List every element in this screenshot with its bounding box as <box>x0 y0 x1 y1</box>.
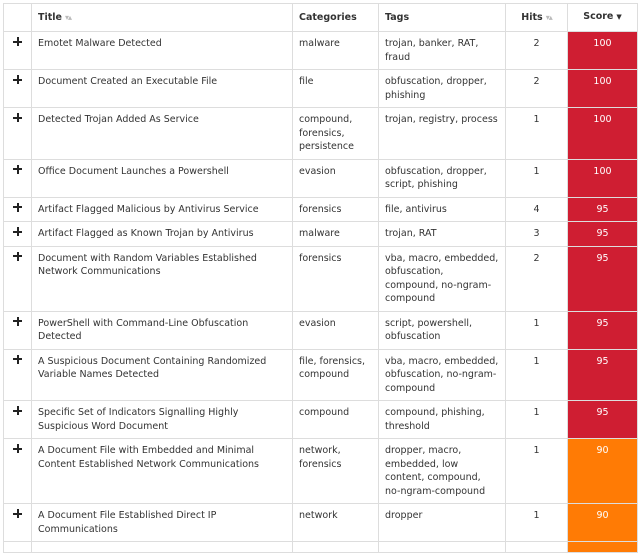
title-cell: Artifact Flagged as Known Trojan by Antivirus <box>32 222 293 247</box>
table-row <box>4 197 638 222</box>
score-cell: 95 <box>568 401 638 439</box>
table-row <box>4 32 638 70</box>
expand-cell <box>4 542 32 553</box>
tags-cell: dropper <box>379 504 506 542</box>
hits-cell: 1 <box>506 159 568 197</box>
score-cell: 100 <box>568 108 638 160</box>
tags-cell: obfuscation, dropper, script, phishing <box>379 159 506 197</box>
plus-icon[interactable] <box>13 317 22 326</box>
plus-icon[interactable] <box>13 252 22 261</box>
table-row <box>4 159 638 197</box>
score-cell <box>568 542 638 553</box>
expand-cell <box>4 246 32 311</box>
table-header-row <box>4 4 638 32</box>
title-column-header[interactable] <box>32 4 293 32</box>
sort-desc-icon[interactable]: ▼ <box>616 13 622 22</box>
tags-cell: vba, macro, embedded, obfuscation, no-ngram-compound <box>379 349 506 401</box>
title-cell: Specific Set of Indicators Signalling Highly Suspicious Word Document <box>32 401 293 439</box>
tags-cell: trojan, registry, process <box>379 108 506 160</box>
expand-column-header <box>4 4 32 32</box>
categories-cell: compound <box>293 401 379 439</box>
title-cell: Document Created an Executable File <box>32 70 293 108</box>
tags-cell: compound, phishing, threshold <box>379 401 506 439</box>
table-row <box>4 246 638 311</box>
expand-cell <box>4 401 32 439</box>
categories-cell: malware <box>293 32 379 70</box>
score-cell: 90 <box>568 439 638 504</box>
plus-icon[interactable] <box>13 227 22 236</box>
hits-cell: 1 <box>506 349 568 401</box>
score-cell: 95 <box>568 349 638 401</box>
tags-column-header <box>379 4 506 32</box>
plus-icon[interactable] <box>13 406 22 415</box>
hits-cell: 2 <box>506 32 568 70</box>
title-cell: Office Document Launches a Powershell <box>32 159 293 197</box>
title-cell <box>32 542 293 553</box>
tags-cell: vba, macro, embedded, obfuscation, compound, no-ngram-compound <box>379 246 506 311</box>
sort-both-icon[interactable]: ▾▴ <box>545 12 552 22</box>
score-cell: 100 <box>568 32 638 70</box>
score-cell: 95 <box>568 246 638 311</box>
tags-column-label: Tags <box>385 11 410 23</box>
expand-cell <box>4 108 32 160</box>
score-cell: 100 <box>568 70 638 108</box>
categories-cell <box>293 542 379 553</box>
table-row <box>4 70 638 108</box>
hits-cell: 2 <box>506 246 568 311</box>
categories-cell: file, forensics, compound <box>293 349 379 401</box>
title-cell: Detected Trojan Added As Service <box>32 108 293 160</box>
score-cell: 95 <box>568 311 638 349</box>
hits-column-label: Hits <box>521 11 543 23</box>
hits-cell: 1 <box>506 108 568 160</box>
expand-cell <box>4 159 32 197</box>
hits-cell: 1 <box>506 439 568 504</box>
plus-icon[interactable] <box>13 355 22 364</box>
signatures-table <box>3 3 638 553</box>
categories-cell: forensics <box>293 197 379 222</box>
tags-cell <box>379 542 506 553</box>
hits-cell: 1 <box>506 401 568 439</box>
table-row <box>4 108 638 160</box>
tags-cell: trojan, banker, RAT, fraud <box>379 32 506 70</box>
expand-cell <box>4 504 32 542</box>
expand-cell <box>4 349 32 401</box>
expand-cell <box>4 439 32 504</box>
tags-cell: dropper, macro, embedded, low content, compound, no-ngram-compound <box>379 439 506 504</box>
title-cell: A Document File Established Direct IP Communications <box>32 504 293 542</box>
title-column-label: Title <box>38 11 62 23</box>
categories-cell: network, forensics <box>293 439 379 504</box>
score-column-header[interactable] <box>568 4 638 32</box>
categories-cell: compound, forensics, persistence <box>293 108 379 160</box>
expand-cell <box>4 311 32 349</box>
title-cell: Document with Random Variables Established Network Communications <box>32 246 293 311</box>
expand-cell <box>4 32 32 70</box>
table-row <box>4 222 638 247</box>
hits-cell: 3 <box>506 222 568 247</box>
table-row <box>4 311 638 349</box>
table-row <box>4 504 638 542</box>
categories-cell: evasion <box>293 159 379 197</box>
score-cell: 95 <box>568 197 638 222</box>
categories-cell: file <box>293 70 379 108</box>
sort-both-icon[interactable]: ▾▴ <box>64 12 72 22</box>
categories-cell: network <box>293 504 379 542</box>
plus-icon[interactable] <box>13 444 22 453</box>
title-cell: A Suspicious Document Containing Randomized Variable Names Detected <box>32 349 293 401</box>
expand-cell <box>4 70 32 108</box>
tags-cell: trojan, RAT <box>379 222 506 247</box>
tags-cell: script, powershell, obfuscation <box>379 311 506 349</box>
plus-icon[interactable] <box>13 509 22 518</box>
categories-column-header <box>293 4 379 32</box>
score-cell: 95 <box>568 222 638 247</box>
plus-icon[interactable] <box>13 165 22 174</box>
hits-cell: 2 <box>506 70 568 108</box>
tags-cell: obfuscation, dropper, phishing <box>379 70 506 108</box>
table-body <box>4 32 638 553</box>
hits-cell: 4 <box>506 197 568 222</box>
expand-cell <box>4 222 32 247</box>
score-column-label: Score <box>583 11 614 23</box>
hits-cell: 1 <box>506 311 568 349</box>
title-cell: Emotet Malware Detected <box>32 32 293 70</box>
plus-icon[interactable] <box>13 113 22 122</box>
hits-cell <box>506 542 568 553</box>
table-row <box>4 401 638 439</box>
table-row <box>4 542 638 553</box>
categories-cell: evasion <box>293 311 379 349</box>
title-cell: A Document File with Embedded and Minimal Content Established Network Communications <box>32 439 293 504</box>
categories-cell: forensics <box>293 246 379 311</box>
score-cell: 100 <box>568 159 638 197</box>
hits-cell: 1 <box>506 504 568 542</box>
plus-icon[interactable] <box>13 75 22 84</box>
table-row <box>4 349 638 401</box>
plus-icon[interactable] <box>13 37 22 46</box>
hits-column-header[interactable] <box>506 4 568 32</box>
table-row <box>4 439 638 504</box>
tags-cell: file, antivirus <box>379 197 506 222</box>
expand-cell <box>4 197 32 222</box>
score-cell: 90 <box>568 504 638 542</box>
categories-cell: malware <box>293 222 379 247</box>
plus-icon[interactable] <box>13 203 22 212</box>
categories-column-label: Categories <box>299 11 357 23</box>
title-cell: PowerShell with Command-Line Obfuscation Detected <box>32 311 293 349</box>
title-cell: Artifact Flagged Malicious by Antivirus Service <box>32 197 293 222</box>
